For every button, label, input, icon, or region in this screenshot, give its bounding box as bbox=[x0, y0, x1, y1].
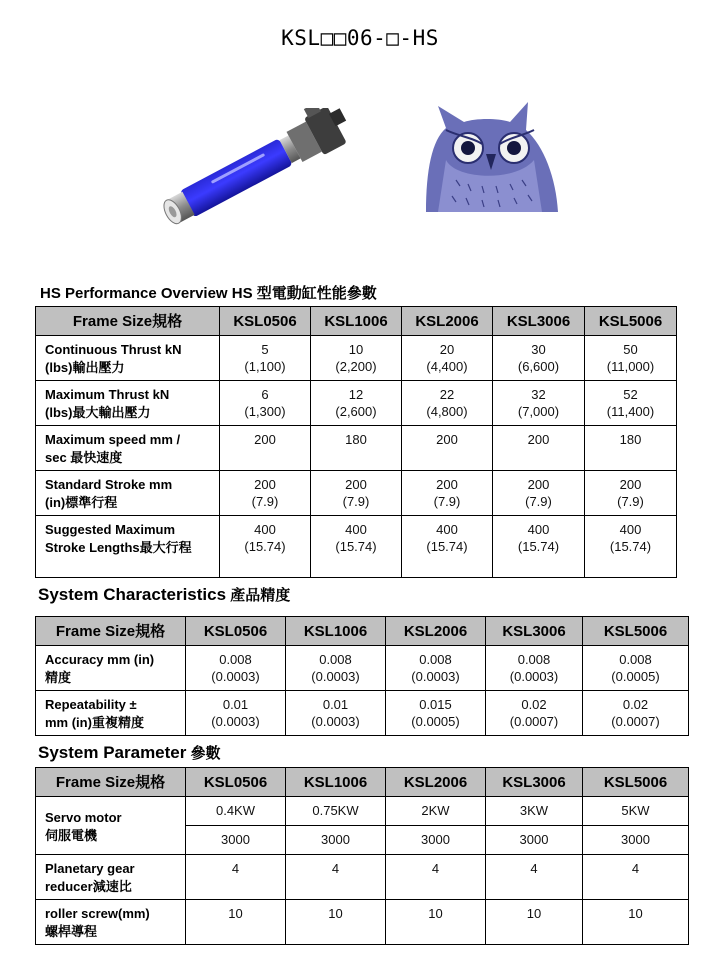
table-row bbox=[36, 516, 677, 578]
header-cell: KSL1006 bbox=[286, 768, 386, 797]
table-cell: 3000 bbox=[286, 826, 386, 855]
page-title: KSL□□06-□-HS bbox=[281, 26, 439, 50]
table-cell: 4 bbox=[386, 855, 486, 900]
header-cell: Frame Size規格 bbox=[36, 307, 220, 336]
table-cell: 0.008 (0.0003) bbox=[286, 646, 386, 691]
table-row bbox=[36, 336, 677, 381]
table-cell: 10 bbox=[286, 900, 386, 945]
table-header-row bbox=[36, 307, 677, 336]
table-cell: 400 (15.74) bbox=[220, 516, 311, 578]
table-cell: 3000 bbox=[386, 826, 486, 855]
header-cell: KSL3006 bbox=[486, 768, 583, 797]
table-row bbox=[36, 797, 689, 826]
row-label: Servo motor 伺服電機 bbox=[36, 797, 186, 855]
table-row bbox=[36, 855, 689, 900]
header-cell: KSL2006 bbox=[402, 307, 493, 336]
table-cell: 4 bbox=[186, 855, 286, 900]
table-cell: 6 (1,300) bbox=[220, 381, 311, 426]
table-cell: 200 (7.9) bbox=[402, 471, 493, 516]
row-label: Repeatability ± mm (in)重複精度 bbox=[36, 691, 186, 736]
table-cell: 3000 bbox=[186, 826, 286, 855]
table-cell: 22 (4,800) bbox=[402, 381, 493, 426]
table-cell: 10 bbox=[486, 900, 583, 945]
header-cell: KSL5006 bbox=[585, 307, 677, 336]
table-cell: 20 (4,400) bbox=[402, 336, 493, 381]
table-cell: 200 bbox=[402, 426, 493, 471]
characteristics-table bbox=[35, 616, 689, 736]
table-cell: 3000 bbox=[486, 826, 583, 855]
header-cell: Frame Size規格 bbox=[36, 768, 186, 797]
parameter-heading: System Parameter 參數 bbox=[38, 743, 221, 762]
table-row bbox=[36, 471, 677, 516]
characteristics-heading: System Characteristics 產品精度 bbox=[38, 585, 291, 604]
header-cell: KSL0506 bbox=[186, 617, 286, 646]
table-cell: 12 (2,600) bbox=[311, 381, 402, 426]
table-cell: 10 bbox=[186, 900, 286, 945]
header-cell: Frame Size規格 bbox=[36, 617, 186, 646]
table-cell: 3KW bbox=[486, 797, 583, 826]
table-cell: 0.008 (0.0003) bbox=[486, 646, 583, 691]
row-label: Continuous Thrust kN (lbs)輸出壓力 bbox=[36, 336, 220, 381]
table-cell: 0.4KW bbox=[186, 797, 286, 826]
table-row bbox=[36, 646, 689, 691]
table-cell: 200 (7.9) bbox=[585, 471, 677, 516]
header-cell: KSL2006 bbox=[386, 617, 486, 646]
table-cell: 10 (2,200) bbox=[311, 336, 402, 381]
table-cell: 400 (15.74) bbox=[493, 516, 585, 578]
performance-heading: HS Performance Overview HS 型電動缸性能參數 bbox=[40, 285, 377, 302]
table-cell: 0.015 (0.0005) bbox=[386, 691, 486, 736]
table-cell: 5 (1,100) bbox=[220, 336, 311, 381]
row-label: Accuracy mm (in) 精度 bbox=[36, 646, 186, 691]
table-cell: 0.02 (0.0007) bbox=[583, 691, 689, 736]
table-cell: 10 bbox=[583, 900, 689, 945]
header-cell: KSL1006 bbox=[286, 617, 386, 646]
row-label: Suggested Maximum Stroke Lengths最大行程 bbox=[36, 516, 220, 578]
table-row bbox=[36, 691, 689, 736]
table-cell: 180 bbox=[311, 426, 402, 471]
table-cell: 4 bbox=[583, 855, 689, 900]
row-label: Planetary gear reducer減速比 bbox=[36, 855, 186, 900]
table-cell: 10 bbox=[386, 900, 486, 945]
header-cell: KSL3006 bbox=[493, 307, 585, 336]
row-label: Maximum Thrust kN (lbs)最大輸出壓力 bbox=[36, 381, 220, 426]
header-cell: KSL1006 bbox=[311, 307, 402, 336]
table-cell: 0.01 (0.0003) bbox=[286, 691, 386, 736]
table-cell: 0.75KW bbox=[286, 797, 386, 826]
table-cell: 200 (7.9) bbox=[311, 471, 402, 516]
table-cell: 50 (11,000) bbox=[585, 336, 677, 381]
table-cell: 32 (7,000) bbox=[493, 381, 585, 426]
table-cell: 200 bbox=[493, 426, 585, 471]
owl-image bbox=[416, 100, 562, 212]
header-cell: KSL0506 bbox=[220, 307, 311, 336]
table-cell: 30 (6,600) bbox=[493, 336, 585, 381]
table-cell: 0.02 (0.0007) bbox=[486, 691, 583, 736]
table-row bbox=[36, 426, 677, 471]
table-cell: 3000 bbox=[583, 826, 689, 855]
table-cell: 52 (11,400) bbox=[585, 381, 677, 426]
table-cell: 4 bbox=[286, 855, 386, 900]
table-cell: 0.01 (0.0003) bbox=[186, 691, 286, 736]
parameter-table bbox=[35, 767, 689, 945]
table-cell: 400 (15.74) bbox=[402, 516, 493, 578]
header-cell: KSL5006 bbox=[583, 768, 689, 797]
table-header-row bbox=[36, 617, 689, 646]
performance-table bbox=[35, 306, 677, 578]
table-row bbox=[36, 900, 689, 945]
header-cell: KSL3006 bbox=[486, 617, 583, 646]
table-cell: 180 bbox=[585, 426, 677, 471]
table-cell: 200 (7.9) bbox=[493, 471, 585, 516]
header-cell: KSL2006 bbox=[386, 768, 486, 797]
table-cell: 0.008 (0.0003) bbox=[386, 646, 486, 691]
table-cell: 5KW bbox=[583, 797, 689, 826]
table-cell: 400 (15.74) bbox=[311, 516, 402, 578]
row-label: roller screw(mm) 螺桿導程 bbox=[36, 900, 186, 945]
table-cell: 400 (15.74) bbox=[585, 516, 677, 578]
table-header-row bbox=[36, 768, 689, 797]
table-cell: 200 bbox=[220, 426, 311, 471]
table-cell: 4 bbox=[486, 855, 583, 900]
header-cell: KSL0506 bbox=[186, 768, 286, 797]
table-cell: 0.008 (0.0005) bbox=[583, 646, 689, 691]
actuator-image bbox=[150, 108, 365, 228]
table-cell: 2KW bbox=[386, 797, 486, 826]
table-cell: 200 (7.9) bbox=[220, 471, 311, 516]
table-row bbox=[36, 381, 677, 426]
row-label: Standard Stroke mm (in)標準行程 bbox=[36, 471, 220, 516]
header-cell: KSL5006 bbox=[583, 617, 689, 646]
row-label: Maximum speed mm / sec 最快速度 bbox=[36, 426, 220, 471]
table-cell: 0.008 (0.0003) bbox=[186, 646, 286, 691]
